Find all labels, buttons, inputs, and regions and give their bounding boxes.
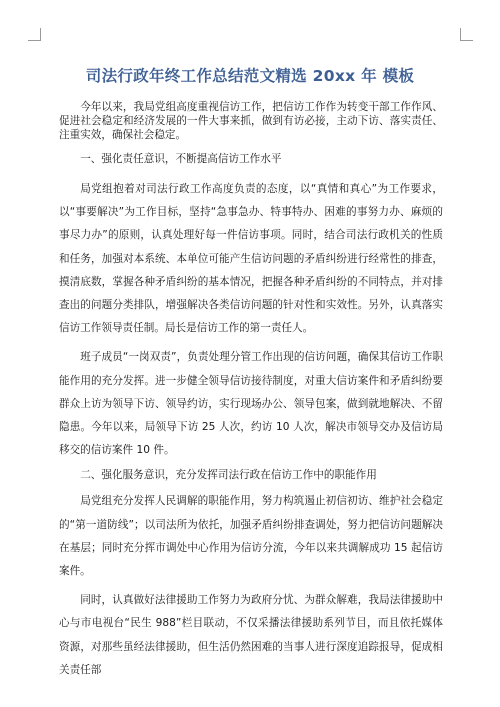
section-heading-1: 一、强化责任意识，不断提高信访工作水平 [80,153,282,165]
paragraph-section-2-body: 局党组充分发挥人民调解的职能作用，努力构筑遏止初信初访、维护社会稳定的“第一道防线”；以司法所为依托，加强矛盾纠纷排查调处，努力把信访问题解决在基层；同时充分挥市调处中心作用为信访分流，今年以来共调解成功 15 起信访案件。 [59,495,443,578]
paragraph-section-1-body: 局党组抱着对司法行政工作高度负责的态度，以“真情和真心”为工作要求，以“事要解决”为工作目标，坚持“急事急办、特事特办、困难的事努力办、麻烦的事尽力办”的原则，认真处理好每一件信访事项。同时，结合司法行政机关的性质和任务，加强对本系统、本单位可能产生信访问题的矛盾纠纷进行经常性的排查，摸清底数，掌握各种矛盾纠纷的基本情况，把握各种矛盾纠纷的不同特点，并对排查出的问题分类排队，增强解决各类信访问题的针对性和实效性。另外，认真落实信访工作领导责任制。局长是信访工作的第一责任人。 [59,183,443,335]
document-body [59,100,443,682]
crop-mark-top-left [28,28,41,41]
document-title: 司法行政年终工作总结范文精选 20xx 年 模板 [85,67,415,85]
paragraph-intro: 今年以来，我局党组高度重视信访工作，把信访工作作为转变干部工作作风、促进社会稳定和经济发展的一件大事来抓，做到有访必接，主动下访、落实责任、注重实效，确保社会稳定。 [59,101,443,141]
paragraph-section-1-continued: 班子成员“一岗双责”，负责处理分管工作出现的信访问题，确保其信访工作职能作用的充分发挥。进一步健全领导信访接待制度，对重大信访案件和矛盾纠纷要群众上访为领导下访、领导约访，实行现场办公、领导包案，做到就地解决、不留隐患。今年以来，局领导下访 25 人次，约访 10 人次，解决市领导交办及信访局移交的信访案件 10 件。 [59,351,443,457]
crop-mark-top-right [460,28,473,41]
section-heading-2: 二、强化服务意识，充分发挥司法行政在信访工作中的职能作用 [80,469,377,482]
paragraph-section-2-continued: 同时，认真做好法律援助工作努力为政府分忧、为群众解难，我局法律援助中心与市电视台“民生 988”栏目联动，不仅采播法律援助系列节目，而且依托媒体资源，对那些虽经法律援助，但生活仍然困难的当事人进行深度追踪报导，促成相关责任部 [59,594,443,676]
